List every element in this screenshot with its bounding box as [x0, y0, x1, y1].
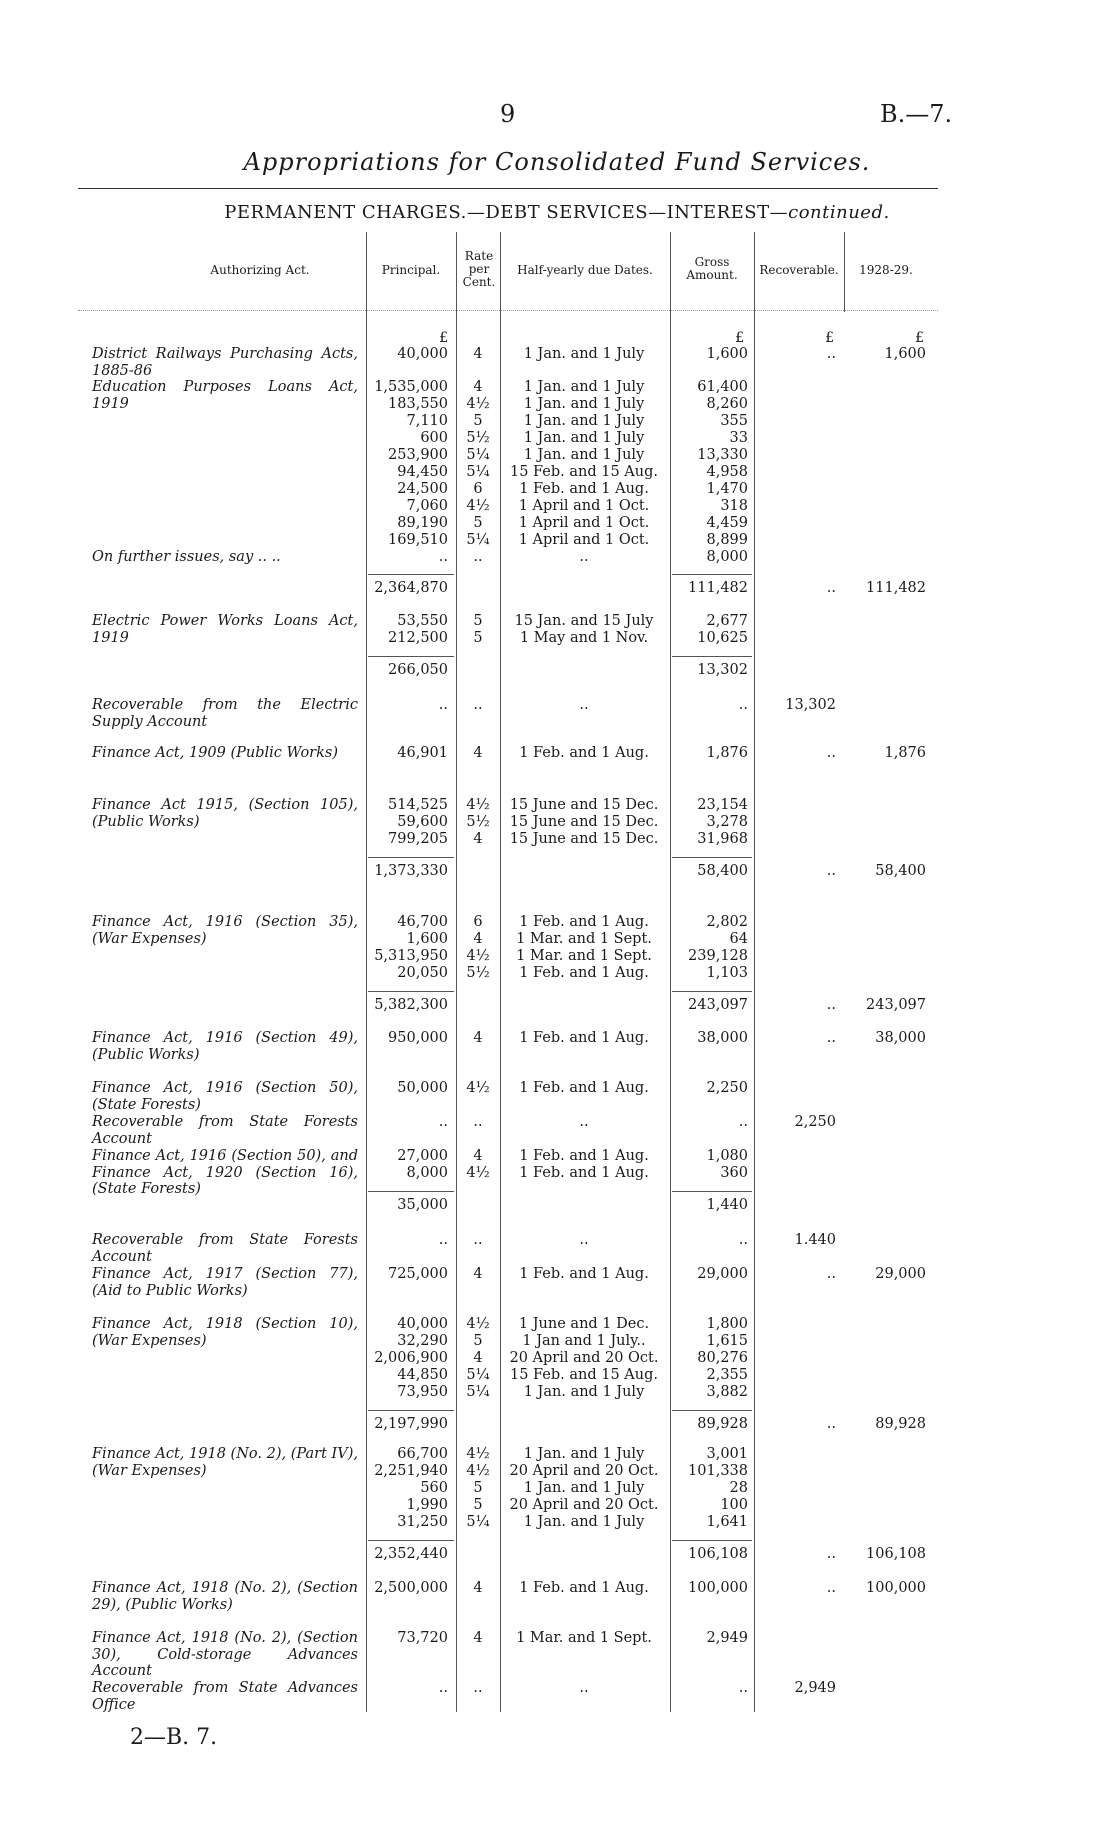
cell-dates: 15 June and 15 Dec. — [509, 831, 659, 847]
cell-gross: 23,154 — [697, 797, 748, 813]
page-title: Appropriations for Consolidated Fund Services. — [243, 148, 871, 176]
cell-year: 89,928 — [875, 1416, 926, 1432]
cell-dates: 1 Jan. and 1 July — [523, 396, 645, 412]
sum-rule — [368, 1191, 454, 1192]
cell-gross: 8,000 — [706, 549, 748, 565]
cell-rec: .. — [826, 997, 836, 1013]
cell-dates: 1 Jan. and 1 July — [523, 413, 645, 429]
cell-principal: 44,850 — [397, 1367, 448, 1383]
cell-principal: 20,050 — [397, 965, 448, 981]
cell-dates: 1 Jan. and 1 July — [523, 379, 645, 395]
cell-rate: 4 — [473, 1630, 483, 1646]
cell-principal: 5,382,300 — [374, 997, 448, 1013]
cell-rate: 4 — [473, 346, 483, 362]
cell-principal: 24,500 — [397, 481, 448, 497]
cell-act: Finance Act, 1916 (Section 35), (War Expenses) — [92, 914, 358, 947]
cell-principal: 32,290 — [397, 1333, 448, 1349]
cell-principal: 266,050 — [388, 662, 448, 678]
cell-rate: .. — [473, 1232, 483, 1248]
cell-principal: 35,000 — [397, 1197, 448, 1213]
cell-gross: 3,882 — [706, 1384, 748, 1400]
cell-principal: 27,000 — [397, 1148, 448, 1164]
cell-gross: 29,000 — [697, 1266, 748, 1282]
cell-gross: .. — [738, 1680, 748, 1696]
title-rule — [78, 188, 938, 189]
cell-act: District Railways Purchasing Acts, 1885-86 — [92, 346, 358, 379]
cell-principal: 46,901 — [397, 745, 448, 761]
cell-year: 58,400 — [875, 863, 926, 879]
cell-rate: 6 — [473, 914, 483, 930]
pound-sign-year: £ — [915, 330, 924, 346]
cell-principal: 560 — [420, 1480, 448, 1496]
cell-dates: 1 Jan. and 1 July — [523, 430, 645, 446]
cell-rate: 4½ — [466, 1080, 490, 1096]
cell-gross: 318 — [720, 498, 748, 514]
cell-rate: 4 — [473, 1580, 483, 1596]
cell-rate: 5¼ — [466, 1514, 490, 1530]
cell-dates: 1 Jan. and 1 July — [523, 1480, 645, 1496]
cell-rate: 4 — [473, 1350, 483, 1366]
cell-gross: 33 — [729, 430, 748, 446]
cell-rec: .. — [826, 1580, 836, 1596]
column-rule — [670, 232, 671, 1712]
cell-dates: 20 April and 20 Oct. — [509, 1350, 659, 1366]
cell-act: Finance Act, 1909 (Public Works) — [92, 745, 338, 761]
subtitle-continued: continued. — [788, 202, 890, 223]
cell-dates: 1 Mar. and 1 Sept. — [516, 948, 652, 964]
cell-dates: 15 Jan. and 15 July — [514, 613, 654, 629]
cell-dates: 20 April and 20 Oct. — [509, 1463, 659, 1479]
sum-rule — [368, 857, 454, 858]
cell-principal: 1,373,330 — [374, 863, 448, 879]
cell-dates: 1 Feb. and 1 Aug. — [519, 745, 649, 761]
cell-rec: 2,250 — [794, 1114, 836, 1130]
cell-gross: 1,103 — [706, 965, 748, 981]
cell-dates: 1 Mar. and 1 Sept. — [516, 931, 652, 947]
header-due-dates: Half-yearly due Dates. — [517, 263, 653, 277]
cell-principal: 725,000 — [388, 1266, 448, 1282]
cell-rec: .. — [826, 1030, 836, 1046]
cell-year: 29,000 — [875, 1266, 926, 1282]
cell-rate: 4½ — [466, 797, 490, 813]
cell-gross: 1,800 — [706, 1316, 748, 1332]
cell-rec: .. — [826, 1546, 836, 1562]
cell-principal: 1,535,000 — [374, 379, 448, 395]
cell-rate: 5½ — [466, 430, 490, 446]
cell-principal: 59,600 — [397, 814, 448, 830]
cell-gross: 2,677 — [706, 613, 748, 629]
cell-dates: 1 Feb. and 1 Aug. — [519, 914, 649, 930]
cell-rate: 5 — [473, 515, 483, 531]
cell-principal: 514,525 — [388, 797, 448, 813]
cell-rate: 5¼ — [466, 447, 490, 463]
cell-act: Finance Act, 1916 (Section 49), (Public Works) — [92, 1030, 358, 1063]
cell-rate: 5½ — [466, 814, 490, 830]
cell-dates: .. — [579, 549, 589, 565]
cell-gross: 89,928 — [697, 1416, 748, 1432]
cell-act: Finance Act, 1918 (No. 2), (Section 30), Cold-storage Advances Account — [92, 1630, 358, 1679]
header-gross-amount: Gross Amount. — [686, 255, 738, 282]
cell-act: Finance Act 1915, (Section 105), (Public Works) — [92, 797, 358, 830]
cell-dates: 1 Feb. and 1 Aug. — [519, 1580, 649, 1596]
cell-rec: 2,949 — [794, 1680, 836, 1696]
cell-principal: 1,600 — [406, 931, 448, 947]
cell-gross: 360 — [720, 1165, 748, 1181]
cell-rate: 4½ — [466, 396, 490, 412]
cell-dates: 20 April and 20 Oct. — [509, 1497, 659, 1513]
cell-rate: 5½ — [466, 965, 490, 981]
cell-dates: 1 April and 1 Oct. — [518, 515, 650, 531]
cell-dates: 1 Jan. and 1 July — [523, 1514, 645, 1530]
cell-dates: 1 Feb. and 1 Aug. — [519, 1030, 649, 1046]
cell-dates: 1 Feb. and 1 Aug. — [519, 965, 649, 981]
cell-principal: 7,110 — [406, 413, 448, 429]
cell-rate: 4 — [473, 1266, 483, 1282]
sum-rule — [368, 1540, 454, 1541]
cell-principal: 169,510 — [388, 532, 448, 548]
cell-rate: 5 — [473, 630, 483, 646]
cell-rate: 5¼ — [466, 464, 490, 480]
page-number: 9 — [500, 100, 516, 128]
cell-rec: 1.440 — [794, 1232, 836, 1248]
cell-dates: 1 Feb. and 1 Aug. — [519, 481, 649, 497]
header-authorizing-act: Authorizing Act. — [210, 263, 310, 277]
cell-rate: 4½ — [466, 948, 490, 964]
cell-gross: 3,278 — [706, 814, 748, 830]
cell-gross: .. — [738, 1232, 748, 1248]
header-rate: Rate per Cent. — [462, 249, 496, 289]
cell-dates: 15 June and 15 Dec. — [509, 814, 659, 830]
cell-principal: 183,550 — [388, 396, 448, 412]
cell-gross: 243,097 — [688, 997, 748, 1013]
cell-gross: 100,000 — [688, 1580, 748, 1596]
cell-dates: 1 April and 1 Oct. — [518, 532, 650, 548]
cell-rec: .. — [826, 863, 836, 879]
cell-rate: 5 — [473, 413, 483, 429]
cell-rate: 4 — [473, 831, 483, 847]
sum-rule — [368, 991, 454, 992]
header-year: 1928-29. — [859, 263, 913, 277]
cell-dates: 15 Feb. and 15 Aug. — [509, 464, 659, 480]
sum-rule — [672, 1410, 752, 1411]
cell-principal: 212,500 — [388, 630, 448, 646]
cell-principal: .. — [438, 1680, 448, 1696]
cell-rate: .. — [473, 1680, 483, 1696]
cell-gross: 1,615 — [706, 1333, 748, 1349]
cell-gross: 106,108 — [688, 1546, 748, 1562]
cell-year: 1,876 — [884, 745, 926, 761]
cell-dates: 1 Jan. and 1 July — [523, 1446, 645, 1462]
cell-act: Recoverable from State Forests Account — [92, 1232, 358, 1265]
cell-gross: 1,641 — [706, 1514, 748, 1530]
sum-rule — [672, 656, 752, 657]
cell-gross: 10,625 — [697, 630, 748, 646]
cell-dates: 1 Feb. and 1 Aug. — [519, 1165, 649, 1181]
sum-rule — [368, 656, 454, 657]
cell-principal: .. — [438, 697, 448, 713]
cell-principal: 31,250 — [397, 1514, 448, 1530]
cell-gross: 13,330 — [697, 447, 748, 463]
column-rule — [754, 232, 755, 1712]
cell-gross: 355 — [720, 413, 748, 429]
cell-act: Recoverable from the Electric Supply Account — [92, 697, 358, 730]
cell-rate: 4½ — [466, 1316, 490, 1332]
cell-rate: 5¼ — [466, 1367, 490, 1383]
cell-dates: .. — [579, 1232, 589, 1248]
cell-dates: 1 Jan. and 1 July — [523, 447, 645, 463]
cell-rate: 5¼ — [466, 1384, 490, 1400]
cell-act: Electric Power Works Loans Act, 1919 — [92, 613, 358, 646]
cell-rate: 4½ — [466, 498, 490, 514]
cell-principal: 53,550 — [397, 613, 448, 629]
cell-act: Finance Act, 1918 (No. 2), (Part IV), (War Expenses) — [92, 1446, 358, 1479]
cell-rate: 5 — [473, 1333, 483, 1349]
cell-dates: 1 Feb. and 1 Aug. — [519, 1148, 649, 1164]
sum-rule — [672, 991, 752, 992]
cell-rec: .. — [826, 346, 836, 362]
cell-year: 1,600 — [884, 346, 926, 362]
subtitle-main: PERMANENT CHARGES.—DEBT SERVICES—INTEREST— — [224, 202, 789, 223]
cell-principal: 73,950 — [397, 1384, 448, 1400]
cell-gross: .. — [738, 697, 748, 713]
cell-gross: 100 — [720, 1497, 748, 1513]
cell-dates: 1 Mar. and 1 Sept. — [516, 1630, 652, 1646]
sum-rule — [368, 1410, 454, 1411]
sum-rule — [368, 574, 454, 575]
cell-principal: 40,000 — [397, 346, 448, 362]
cell-act: Finance Act, 1917 (Section 77), (Aid to Public Works) — [92, 1266, 358, 1299]
cell-gross: 1,876 — [706, 745, 748, 761]
cell-principal: .. — [438, 549, 448, 565]
cell-dates: 15 June and 15 Dec. — [509, 797, 659, 813]
sum-rule — [672, 1540, 752, 1541]
cell-principal: 66,700 — [397, 1446, 448, 1462]
cell-gross: 38,000 — [697, 1030, 748, 1046]
cell-gross: 1,600 — [706, 346, 748, 362]
cell-principal: 7,060 — [406, 498, 448, 514]
cell-rec: .. — [826, 1266, 836, 1282]
cell-rate: 4 — [473, 1030, 483, 1046]
cell-year: 111,482 — [866, 580, 926, 596]
cell-gross: 31,968 — [697, 831, 748, 847]
cell-rate: .. — [473, 549, 483, 565]
cell-dates: 1 Feb. and 1 Aug. — [519, 1080, 649, 1096]
cell-rate: 4 — [473, 931, 483, 947]
cell-gross: 101,338 — [688, 1463, 748, 1479]
cell-rate: 6 — [473, 481, 483, 497]
cell-gross: 111,482 — [688, 580, 748, 596]
cell-gross: 64 — [729, 931, 748, 947]
cell-year: 106,108 — [866, 1546, 926, 1562]
cell-gross: 80,276 — [697, 1350, 748, 1366]
cell-year: 100,000 — [866, 1580, 926, 1596]
cell-rate: 4½ — [466, 1165, 490, 1181]
cell-act: Recoverable from State Advances Office — [92, 1680, 358, 1713]
cell-gross: 8,260 — [706, 396, 748, 412]
pound-sign-gross: £ — [735, 330, 744, 346]
cell-principal: 253,900 — [388, 447, 448, 463]
cell-principal: 2,500,000 — [374, 1580, 448, 1596]
cell-dates: .. — [579, 697, 589, 713]
cell-dates: 1 April and 1 Oct. — [518, 498, 650, 514]
cell-gross: 4,459 — [706, 515, 748, 531]
cell-gross: 28 — [729, 1480, 748, 1496]
cell-rate: 4 — [473, 379, 483, 395]
cell-dates: .. — [579, 1114, 589, 1130]
cell-act: Finance Act, 1916 (Section 50), and Finance Act, 1920 (Section 16), (State Forests) — [92, 1148, 358, 1197]
cell-principal: 2,197,990 — [374, 1416, 448, 1432]
cell-principal: 950,000 — [388, 1030, 448, 1046]
cell-dates: .. — [579, 1680, 589, 1696]
cell-dates: 1 May and 1 Nov. — [519, 630, 649, 646]
cell-principal: 46,700 — [397, 914, 448, 930]
cell-principal: 2,251,940 — [374, 1463, 448, 1479]
cell-act: On further issues, say .. .. — [92, 549, 281, 565]
cell-principal: .. — [438, 1114, 448, 1130]
cell-year: 38,000 — [875, 1030, 926, 1046]
cell-rate: 4½ — [466, 1446, 490, 1462]
cell-rec: .. — [826, 580, 836, 596]
cell-rate: 5 — [473, 1480, 483, 1496]
sum-rule — [672, 574, 752, 575]
cell-gross: 2,802 — [706, 914, 748, 930]
cell-dates: 1 June and 1 Dec. — [518, 1316, 650, 1332]
cell-principal: 1,990 — [406, 1497, 448, 1513]
cell-principal: 40,000 — [397, 1316, 448, 1332]
cell-gross: 8,899 — [706, 532, 748, 548]
cell-act: Education Purposes Loans Act, 1919 — [92, 379, 358, 412]
cell-rate: 4 — [473, 745, 483, 761]
cell-gross: 1,080 — [706, 1148, 748, 1164]
cell-gross: 2,949 — [706, 1630, 748, 1646]
cell-rate: 5 — [473, 1497, 483, 1513]
pound-sign-recoverable: £ — [825, 330, 834, 346]
cell-act: Finance Act, 1918 (No. 2), (Section 29), (Public Works) — [92, 1580, 358, 1613]
cell-rec: .. — [826, 745, 836, 761]
cell-dates: 15 Feb. and 15 Aug. — [509, 1367, 659, 1383]
column-rule — [456, 232, 457, 1712]
cell-gross: 58,400 — [697, 863, 748, 879]
cell-dates: 1 Jan and 1 July.. — [522, 1333, 646, 1349]
cell-dates: 1 Jan. and 1 July — [523, 1384, 645, 1400]
cell-rate: 5¼ — [466, 532, 490, 548]
sum-rule — [672, 1191, 752, 1192]
cell-rate: 4½ — [466, 1463, 490, 1479]
cell-principal: 5,313,950 — [374, 948, 448, 964]
cell-principal: 50,000 — [397, 1080, 448, 1096]
cell-gross: 1,440 — [706, 1197, 748, 1213]
cell-act: Recoverable from State Forests Account — [92, 1114, 358, 1147]
cell-rate: 4 — [473, 1148, 483, 1164]
sum-rule — [672, 857, 752, 858]
cell-act: Finance Act, 1916 (Section 50), (State Forests) — [92, 1080, 358, 1113]
cell-gross: .. — [738, 1114, 748, 1130]
cell-gross: 2,250 — [706, 1080, 748, 1096]
cell-principal: 8,000 — [406, 1165, 448, 1181]
header-rule — [78, 310, 938, 311]
cell-principal: 2,364,870 — [374, 580, 448, 596]
column-rule — [366, 232, 367, 1712]
cell-gross: 13,302 — [697, 662, 748, 678]
cell-rec: .. — [826, 1416, 836, 1432]
footer-reference: 2—B. 7. — [130, 1725, 218, 1750]
cell-principal: 73,720 — [397, 1630, 448, 1646]
section-subtitle — [0, 202, 1114, 223]
column-rule — [844, 232, 845, 312]
cell-principal: 2,352,440 — [374, 1546, 448, 1562]
cell-rate: .. — [473, 697, 483, 713]
cell-principal: 89,190 — [397, 515, 448, 531]
cell-principal: 799,205 — [388, 831, 448, 847]
column-rule — [500, 232, 501, 1712]
cell-gross: 61,400 — [697, 379, 748, 395]
cell-gross: 239,128 — [688, 948, 748, 964]
header-principal: Principal. — [381, 263, 441, 277]
cell-dates: 1 Jan. and 1 July — [523, 346, 645, 362]
cell-gross: 1,470 — [706, 481, 748, 497]
cell-rate: .. — [473, 1114, 483, 1130]
cell-gross: 4,958 — [706, 464, 748, 480]
cell-principal: .. — [438, 1232, 448, 1248]
cell-principal: 2,006,900 — [374, 1350, 448, 1366]
cell-act: Finance Act, 1918 (Section 10), (War Expenses) — [92, 1316, 358, 1349]
document-reference: B.—7. — [880, 100, 953, 128]
cell-gross: 2,355 — [706, 1367, 748, 1383]
header-recoverable: Recoverable. — [759, 263, 839, 277]
cell-principal: 94,450 — [397, 464, 448, 480]
cell-rec: 13,302 — [785, 697, 836, 713]
cell-principal: 600 — [420, 430, 448, 446]
cell-gross: 3,001 — [706, 1446, 748, 1462]
pound-sign-principal: £ — [439, 330, 448, 346]
cell-dates: 1 Feb. and 1 Aug. — [519, 1266, 649, 1282]
cell-year: 243,097 — [866, 997, 926, 1013]
cell-rate: 5 — [473, 613, 483, 629]
